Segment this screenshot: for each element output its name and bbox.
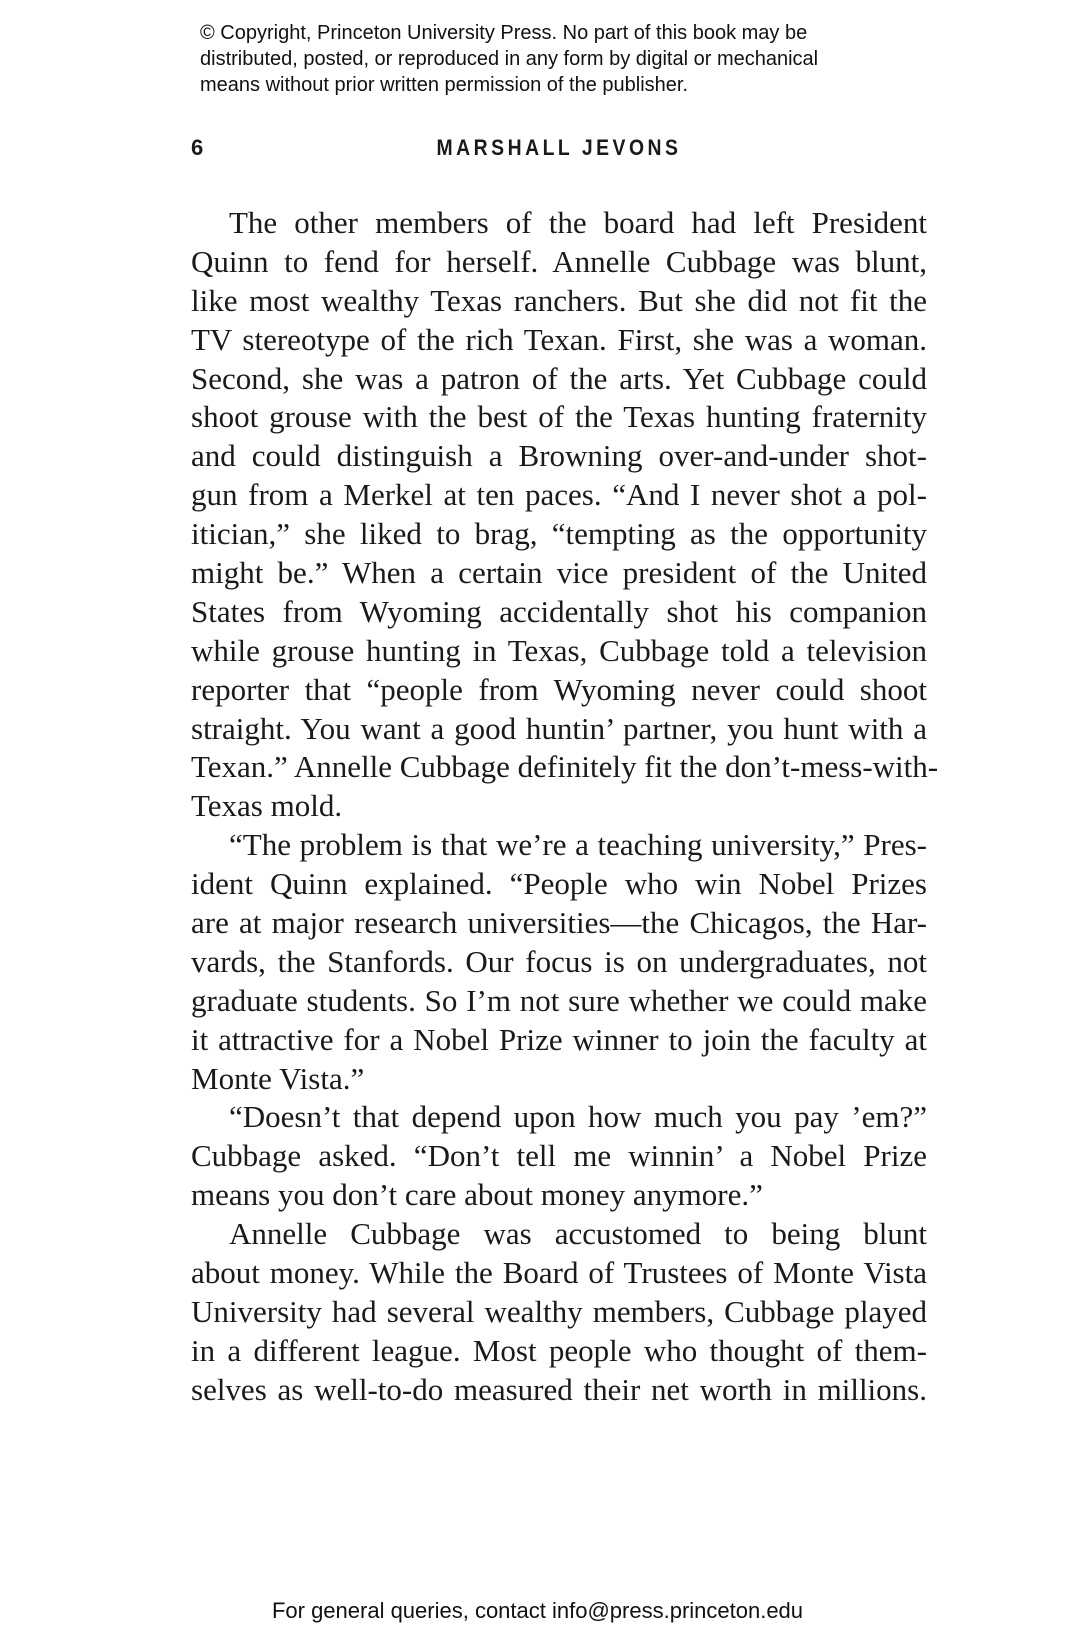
paragraph [191, 204, 939, 826]
text-line: itician,” she liked to brag, “tempting as the opportunity [191, 516, 927, 552]
copyright-line: means without prior written permission of the publisher. [200, 74, 689, 96]
text-line: might be.” When a certain vice president of the United [191, 555, 927, 591]
text-line: “Doesn’t that depend upon how much you pay ’em?” [229, 1099, 927, 1135]
copyright-notice [200, 20, 900, 98]
text-line: Second, she was a patron of the arts. Yet Cubbage could [191, 360, 927, 396]
text-line: TV stereotype of the rich Texan. First, she was a woman. [191, 321, 927, 357]
paragraph [191, 1098, 927, 1215]
running-head-title: MARSHALL JEVONS [436, 135, 682, 160]
text-line: Cubbage asked. “Don’t tell me winnin’ a Nobel Prize [191, 1138, 927, 1174]
text-line: University had several wealthy members, Cubbage played [191, 1293, 927, 1329]
text-line: Quinn to fend for herself. Annelle Cubbage was blunt, [191, 243, 927, 279]
copyright-line: distributed, posted, or reproduced in any form by digital or mechanical [200, 48, 819, 70]
running-head [191, 132, 927, 164]
text-line: like most wealthy Texas ranchers. But she did not fit the [191, 282, 927, 318]
text-line: Texan.” Annelle Cubbage definitely fit the don’t-mess-with- [191, 749, 939, 785]
text-line: means you don’t care about money anymore.” [191, 1177, 763, 1213]
text-line: gun from a Merkel at ten paces. “And I never shot a pol- [191, 477, 927, 513]
page-number: 6 [191, 135, 205, 160]
text-line: ident Quinn explained. “People who win Nobel Prizes [191, 866, 927, 902]
text-line: straight. You want a good huntin’ partner, you hunt with a [191, 710, 927, 746]
text-line: and could distinguish a Browning over-and-under shot- [191, 438, 927, 474]
text-line: reporter that “people from Wyoming never could shoot [191, 671, 927, 707]
text-line: in a different league. Most people who thought of them- [191, 1332, 927, 1368]
body-text [191, 204, 939, 1410]
text-line: graduate students. So I’m not sure whether we could make [191, 982, 927, 1018]
text-line: it attractive for a Nobel Prize winner to join the faculty at [191, 1021, 927, 1057]
footer-contact: For general queries, contact info@press.princeton.edu [271, 1598, 804, 1623]
paragraph [191, 826, 927, 1098]
text-line: “The problem is that we’re a teaching university,” Pres- [229, 827, 927, 863]
text-line: Annelle Cubbage was accustomed to being blunt [229, 1216, 927, 1252]
text-line: vards, the Stanfords. Our focus is on undergraduates, not [191, 943, 927, 979]
text-line: Texas mold. [191, 788, 343, 824]
text-line: shoot grouse with the best of the Texas hunting fraternity [191, 399, 927, 435]
text-line: Monte Vista.” [191, 1060, 365, 1096]
text-line: while grouse hunting in Texas, Cubbage told a television [191, 632, 927, 668]
text-line: about money. While the Board of Trustees of Monte Vista [191, 1255, 927, 1291]
text-line: States from Wyoming accidentally shot his companion [191, 593, 927, 629]
text-line: selves as well-to-do measured their net worth in millions. [191, 1371, 927, 1407]
paragraph [191, 1215, 927, 1409]
copyright-line: © Copyright, Princeton University Press. No part of this book may be [200, 22, 808, 44]
text-line: are at major research universities—the Chicagos, the Har- [191, 905, 927, 941]
text-line: The other members of the board had left President [229, 205, 927, 240]
